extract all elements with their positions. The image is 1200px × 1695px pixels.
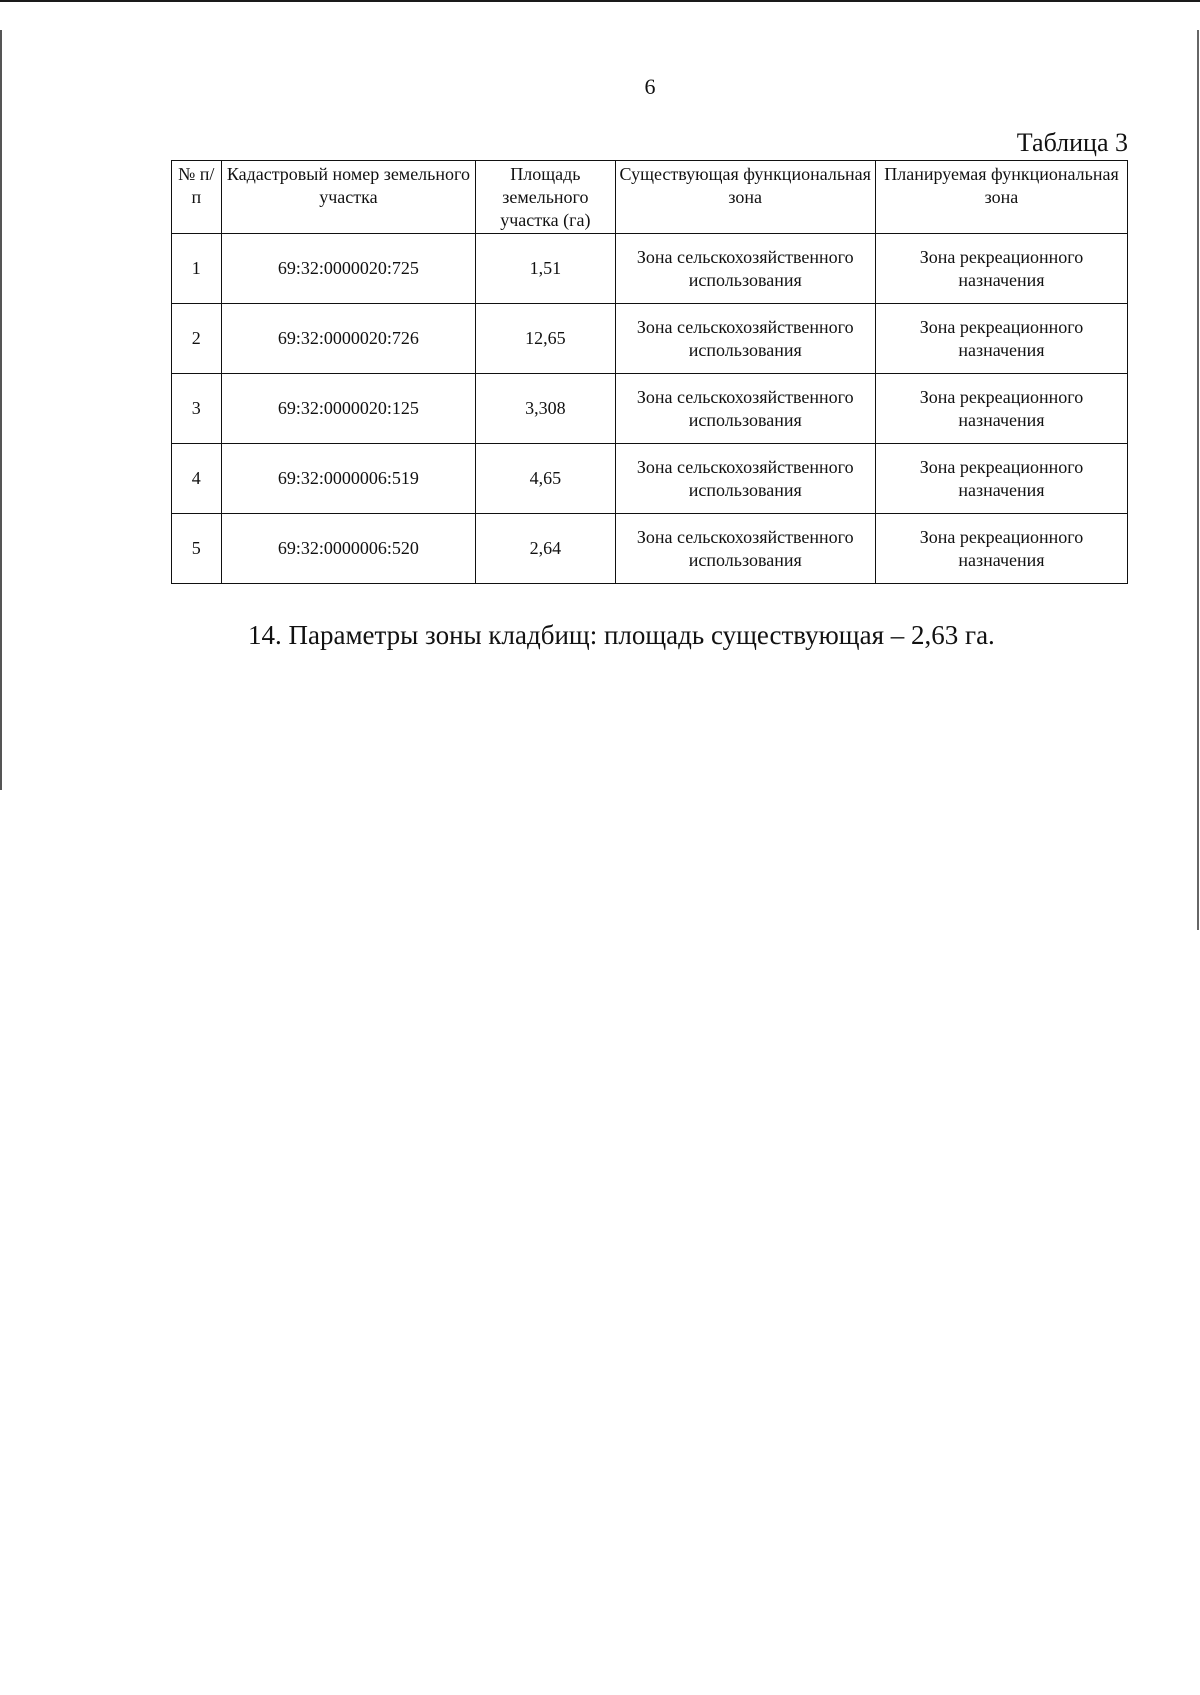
page-number: 6 <box>644 74 656 99</box>
cell-existing-zone: Зона сельскохозяйственного использования <box>615 374 875 444</box>
cell-planned-zone: Зона рекреационного назначения <box>875 234 1127 304</box>
header-cadastral-number: Кадастровый номер земельного участка <box>221 161 476 234</box>
table-row <box>172 304 1128 374</box>
cell-cadastral-number: 69:32:0000006:520 <box>221 514 476 584</box>
cell-planned-zone: Зона рекреационного назначения <box>875 374 1127 444</box>
cell-existing-zone: Зона сельскохозяйственного использования <box>615 444 875 514</box>
cell-cadastral-number: 69:32:0000020:725 <box>221 234 476 304</box>
scan-edge-top <box>0 0 1200 2</box>
scan-edge-left <box>0 30 2 790</box>
table-caption: Таблица 3 <box>1016 128 1128 157</box>
cell-existing-zone: Зона сельскохозяйственного использования <box>615 304 875 374</box>
cell-number: 1 <box>172 234 222 304</box>
cell-area: 2,64 <box>476 514 615 584</box>
cell-area: 12,65 <box>476 304 615 374</box>
cell-area: 1,51 <box>476 234 615 304</box>
table-row <box>172 374 1128 444</box>
cell-number: 3 <box>172 374 222 444</box>
cell-planned-zone: Зона рекреационного назначения <box>875 304 1127 374</box>
land-plots-table <box>171 160 1128 584</box>
table-row <box>172 234 1128 304</box>
cell-cadastral-number: 69:32:0000020:726 <box>221 304 476 374</box>
cell-number: 5 <box>172 514 222 584</box>
cell-cadastral-number: 69:32:0000020:125 <box>221 374 476 444</box>
cell-existing-zone: Зона сельскохозяйственного использования <box>615 514 875 584</box>
cell-planned-zone: Зона рекреационного назначения <box>875 444 1127 514</box>
cell-planned-zone: Зона рекреационного назначения <box>875 514 1127 584</box>
table-row <box>172 514 1128 584</box>
cell-area: 3,308 <box>476 374 615 444</box>
scan-edge-right <box>1197 30 1199 930</box>
header-planned-zone: Планируемая функциональная зона <box>875 161 1127 234</box>
cell-number: 2 <box>172 304 222 374</box>
header-area: Площадь земельного участка (га) <box>476 161 615 234</box>
header-existing-zone: Существующая функциональная зона <box>615 161 875 234</box>
cell-area: 4,65 <box>476 444 615 514</box>
cell-cadastral-number: 69:32:0000006:519 <box>221 444 476 514</box>
cell-existing-zone: Зона сельскохозяйственного использования <box>615 234 875 304</box>
table-row <box>172 444 1128 514</box>
table-header-row <box>172 161 1128 234</box>
cell-number: 4 <box>172 444 222 514</box>
header-number: № п/п <box>172 161 222 234</box>
cemetery-zone-parameters: 14. Параметры зоны кладбищ: площадь существующая – 2,63 га. <box>248 620 995 650</box>
